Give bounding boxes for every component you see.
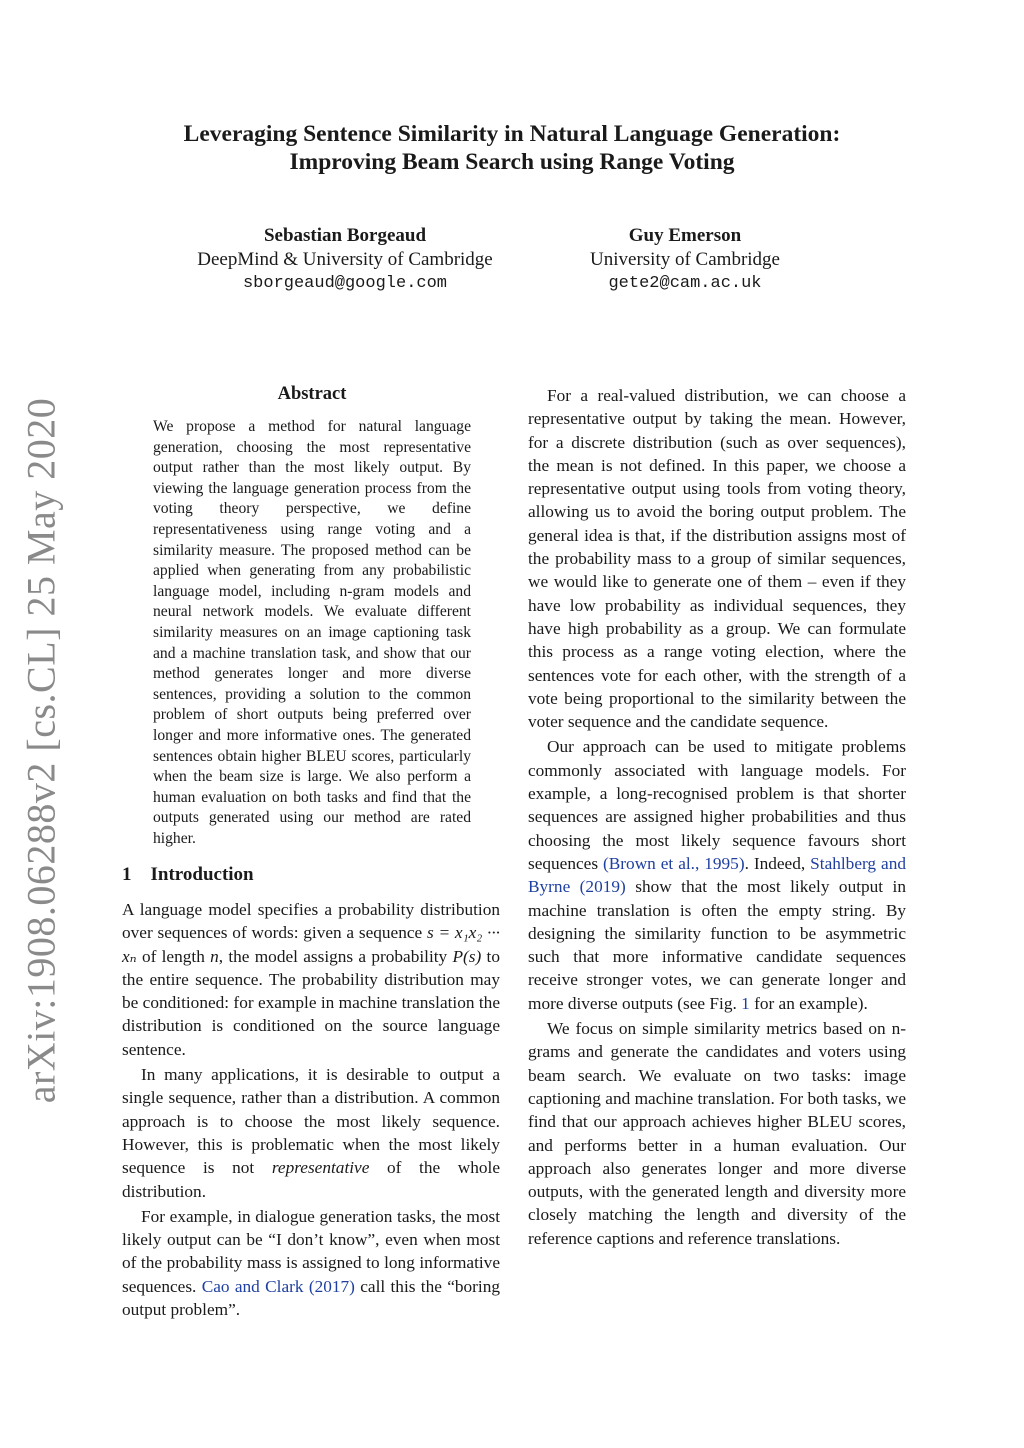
section-heading — [122, 864, 254, 886]
math-length: n — [210, 946, 219, 966]
abstract-heading: Abstract — [277, 384, 347, 404]
abstract-body: We propose a method for natural language generation, choosing the most representative output rather than the most likely output. By viewing the language generation process from the voting theory perspective, we define representativeness using range voting and a similarity measure. The proposed method can be applied when generating from any probabilistic language model, including n-gram models and neural network models. We evaluate different similarity measures on an image captioning task and a machine translation task, and show that our method generates longer and more diverse sentences, providing a solution to the common problem of short outputs being preferred over longer and more informative ones. The generated sentences obtain higher BLEU scores, particularly when the beam size is large. We also perform a human evaluation on both tasks and find that the outputs generated using our method are rated higher. — [153, 418, 471, 847]
paper-title — [120, 120, 904, 176]
citation-link[interactable]: (Brown et al., 1995) — [603, 853, 745, 873]
intro-paragraph-4: For a real-valued distribution, we can choose a representative output by taking the mean. However, for a discrete distribution (such as over sequences), the mean is not defined. In this paper, we choose a representative output using tools from voting theory, allowing us to avoid the boring output problem. The general idea is that, if the distribution assigns most of the probability mass to a group of similar sequences, we would like to generate one of them – even if they have low probability as individual sequences, they have high probability as a group. We can formulate this process as a range voting election, where the sentences vote for each other, with the strength of a vote being proportional to the similarity between the voter sequence and the candidate sequence. — [528, 386, 906, 732]
right-column-body — [528, 384, 906, 1250]
intro-paragraph-1: A language model specifies a probability distribution over sequences of words: given a sequence s = x₁x₂ ··· xₙ of length n, the model assigns a probability P(s) to the entire sequence. The probability distribution may be conditioned: for example in machine translation the distribution is conditioned on the source language sentence. — [122, 900, 500, 1059]
author-name: Guy Emerson — [628, 225, 742, 246]
math-probability: P(s) — [452, 946, 482, 966]
intro-paragraph-5: Our approach can be used to mitigate problems commonly associated with language models. For example, a long-recognised problem is that shorter sequences are assigned higher probabilities and thus choosing the most likely sequence favours short sequences (Brown et al., 1995). Indeed, Stahlberg and Byrne (2019) show that the most likely output in machine translation is often the empty string. By designing the similarity function to be asymmetric such that more informative candidate sequences receive stronger votes, we can generate longer and more diverse outputs (see Fig. 1 for an example). — [528, 737, 906, 1013]
author-name: Sebastian Borgeaud — [263, 225, 427, 246]
intro-paragraph-2: In many applications, it is desirable to output a single sequence, rather than a distribution. A common approach is to choose the most likely sequence. However, this is problematic when the most likely sequence is not representative of the whole distribution. — [122, 1065, 500, 1201]
citation-link[interactable]: Stahlberg and Byrne (2019) — [528, 853, 906, 897]
section-title: Introduction — [150, 864, 254, 885]
intro-paragraph-3: For example, in dialogue generation tasks, the most likely output can be “I don’t know”, even when most of the probability mass is assigned to long informative sequences. Cao and Clark (2017) call this the “boring output problem”. — [122, 1206, 501, 1320]
figure-reference-link[interactable]: 1 — [741, 993, 750, 1013]
citation-link[interactable]: Cao and Clark (2017) — [201, 1276, 355, 1296]
title-line-1: Leveraging Sentence Similarity in Natural Language Generation: — [183, 121, 841, 147]
arxiv-label: arXiv:1908.06288v2 [cs.CL] 25 May 2020 — [18, 397, 63, 1103]
author-affiliation: DeepMind & University of Cambridge — [197, 249, 493, 270]
author-block-1 — [160, 224, 530, 296]
math-sequence: s = x₁x₂ ··· xₙ — [122, 923, 500, 966]
section-number: 1 — [122, 864, 132, 885]
left-column-body — [122, 898, 500, 1321]
intro-paragraph-6: We focus on simple similarity metrics based on n-grams and generate the candidates and voters using beam search. We evaluate on two tasks: image captioning and machine translation. For both tasks, we find that our approach achieves higher BLEU scores, and performs better in a human evaluation. Our approach also generates longer and more diverse outputs, with the generated length and diversity more closely matching the length and diversity of the reference captions and reference translations. — [528, 1019, 906, 1248]
author-email[interactable]: gete2@cam.ac.uk — [608, 274, 762, 293]
title-line-2: Improving Beam Search using Range Voting — [289, 149, 735, 175]
author-block-2 — [540, 224, 830, 296]
emphasis-representative: representative — [271, 1158, 370, 1178]
author-email[interactable]: sborgeaud@google.com — [242, 274, 448, 293]
arxiv-identifier — [18, 397, 63, 1103]
author-affiliation: University of Cambridge — [590, 249, 780, 270]
